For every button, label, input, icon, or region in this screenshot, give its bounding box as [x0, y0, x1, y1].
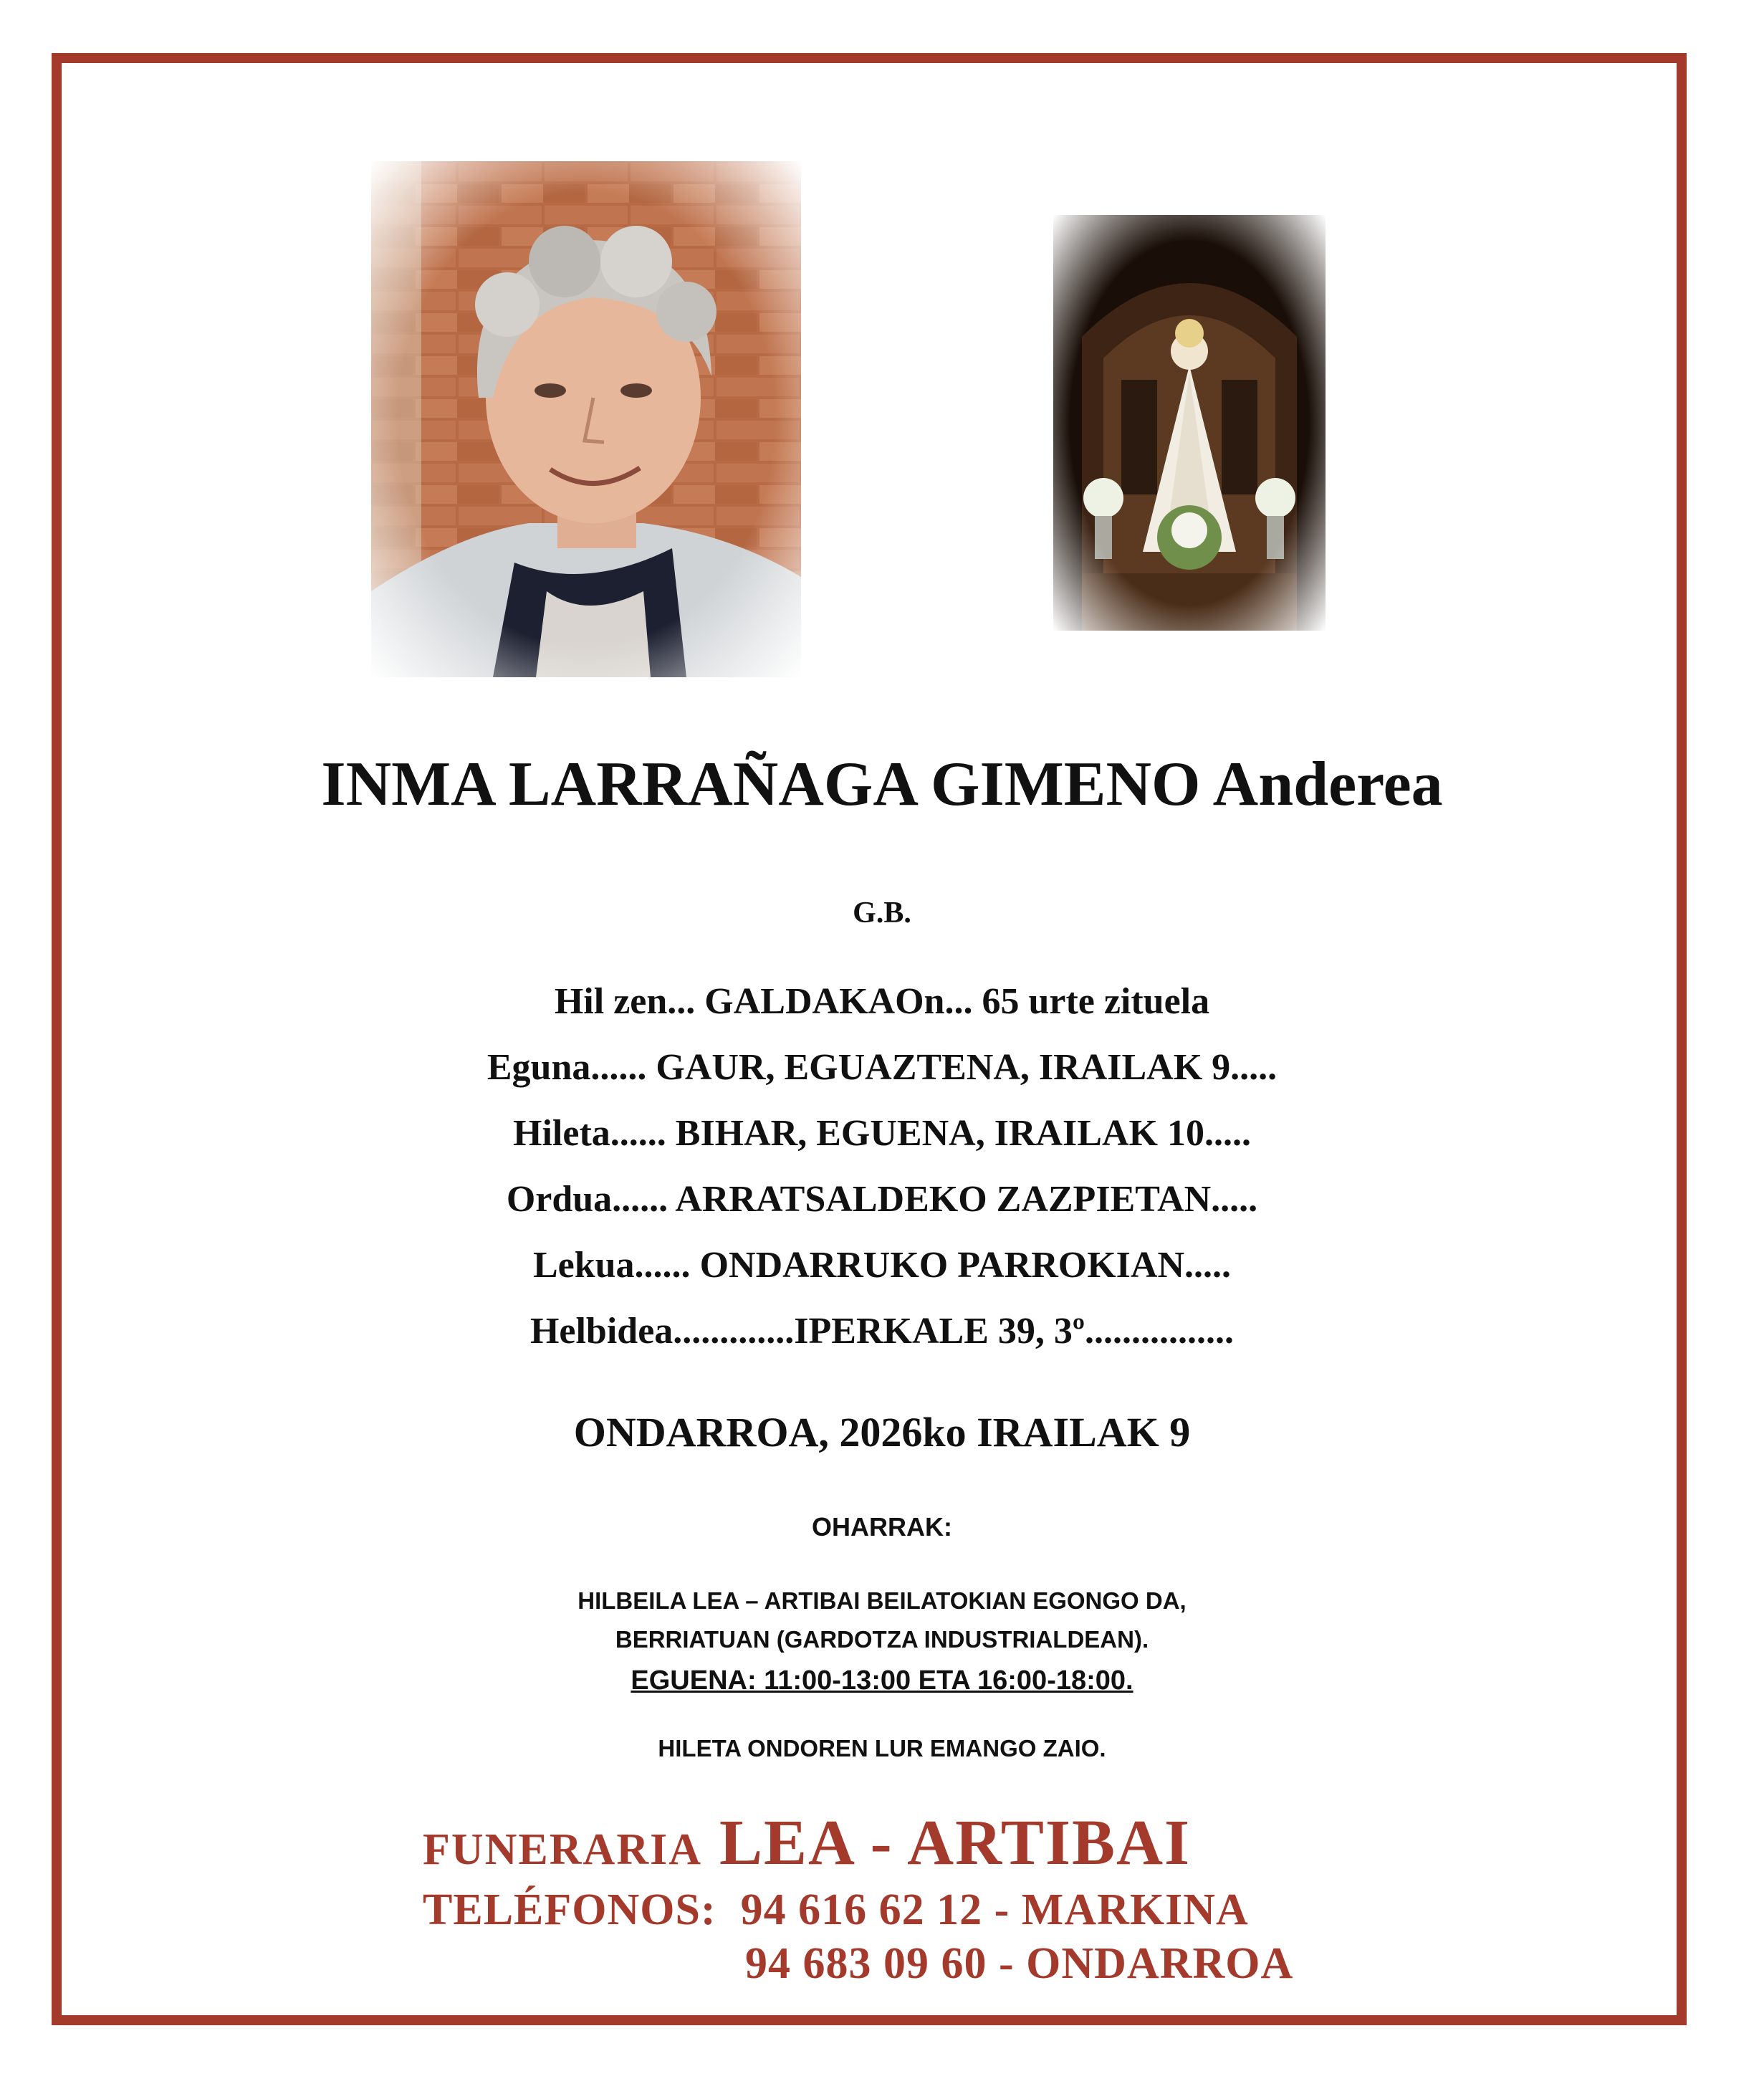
details-list: [0, 969, 1764, 1364]
notes-heading: OHARRAK:: [812, 1512, 952, 1541]
deceased-honorific: Anderea: [1212, 750, 1443, 819]
detail-label: Eguna......: [486, 1047, 647, 1088]
detail-value: GAUR, EGUAZTENA, IRAILAK 9.....: [646, 1047, 1278, 1088]
detail-value: GALDAKAOn... 65 urte zituela: [695, 981, 1210, 1022]
deceased-name: [0, 745, 1764, 824]
funeral-phone-line-1: [423, 1885, 1249, 1936]
detail-label: Hil zen...: [554, 981, 696, 1022]
phone-ondarroa: 94 683 09 60 - ONDARROA: [745, 1939, 1294, 1988]
religious-image: [1053, 215, 1326, 631]
notes-section: [0, 1512, 1764, 1768]
notes-line-2: BERRIATUAN (GARDOTZA INDUSTRIALDEAN).: [615, 1626, 1149, 1653]
notes-burial: HILETA ONDOREN LUR EMANGO ZAIO.: [658, 1735, 1106, 1761]
funeral-phone-line-2: [745, 1939, 1293, 1989]
phone-markina: 94 616 62 12 - MARKINA: [740, 1885, 1249, 1934]
place-date: ONDARROA, 2026ko IRAILAK 9: [573, 1409, 1191, 1455]
detail-label: Lekua......: [532, 1245, 691, 1286]
detail-funeral: [0, 1101, 1764, 1167]
funeral-home-name: LEA - ARTIBAI: [719, 1807, 1192, 1878]
detail-label: Ordua......: [506, 1179, 668, 1220]
detail-value: BIHAR, EGUENA, IRAILAK 10.....: [666, 1113, 1251, 1154]
detail-value: IPERKALE 39, 3º................: [794, 1311, 1235, 1352]
notes-line-1: HILBEILA LEA – ARTIBAI BEILATOKIAN EGONGO DA,: [577, 1587, 1187, 1614]
detail-death: [0, 969, 1764, 1035]
phones-label: TELÉFONOS:: [423, 1885, 716, 1934]
detail-label: Hileta......: [513, 1113, 666, 1154]
deceased-full-name: INMA LARRAÑAGA GIMENO: [321, 750, 1201, 819]
deceased-photo: [371, 161, 801, 677]
notes-hours: EGUENA: 11:00-13:00 ETA 16:00-18:00.: [631, 1665, 1133, 1696]
detail-value: ARRATSALDEKO ZAZPIETAN.....: [668, 1179, 1258, 1220]
detail-label: Helbidea.............: [529, 1311, 795, 1352]
gb-abbreviation: G.B.: [853, 897, 911, 929]
detail-place: [0, 1233, 1764, 1299]
funeral-home-title: [423, 1806, 1191, 1880]
funeral-home-prefix: FUNERARIA: [423, 1825, 702, 1874]
detail-value: ONDARRUKO PARROKIAN.....: [690, 1245, 1232, 1286]
detail-time: [0, 1167, 1764, 1233]
detail-address: [0, 1299, 1764, 1364]
detail-day: [0, 1035, 1764, 1101]
